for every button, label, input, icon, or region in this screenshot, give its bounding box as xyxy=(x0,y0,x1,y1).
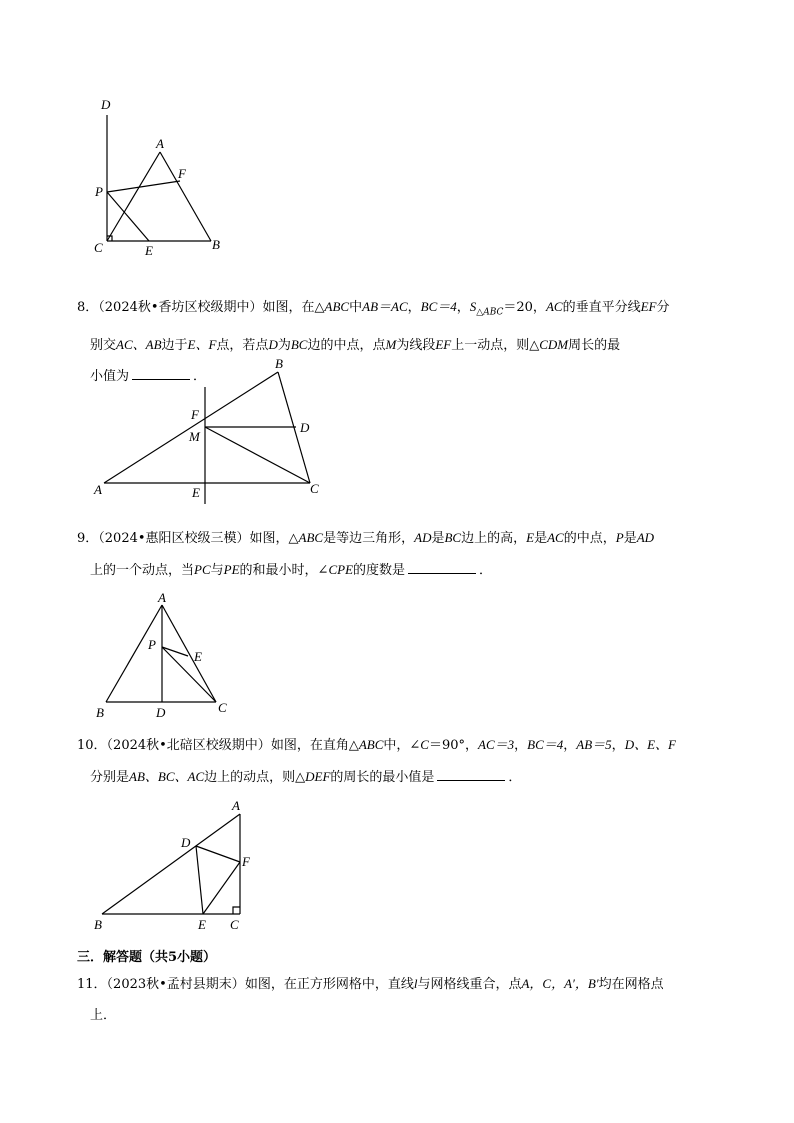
label-C: C xyxy=(310,481,319,496)
label-D: D xyxy=(181,835,191,850)
label-P: P xyxy=(95,184,103,199)
label-F: F xyxy=(178,166,186,181)
label-D: D xyxy=(101,97,111,112)
label-A: A xyxy=(158,590,166,605)
label-E: E xyxy=(145,243,153,258)
label-E: E xyxy=(194,649,202,664)
question-8: 8．（2024秋•香坊区校级期中）如图，在△ABC中AB＝AC，BC＝4，$S_{\triangle ABC}=20$，AC的垂直平分线EF分 别交AC、AB边于E、F点，若点D为BC边的中点，点M为线段EF上一动点，则△CDM周长的最 小值为 ． xyxy=(77,299,670,384)
section-heading: 三．解答题（共5小题） xyxy=(77,950,217,965)
figure-q9 xyxy=(90,590,240,725)
label-C: C xyxy=(94,240,103,255)
label-E: E xyxy=(192,485,200,500)
label-B: B xyxy=(212,237,220,252)
question-10: 10．（2024秋•北碚区校级期中）如图，在直角△ABC中，∠C＝90°，AC＝3，BC＝4，AB＝5，D、E、F 分别是AB、BC、AC边上的动点，则△DEF的周长的最小值是 ． xyxy=(77,737,676,785)
label-F: F xyxy=(191,407,199,422)
question-9: 9．（2024•惠阳区校级三模）如图，△ABC是等边三角形，AD是BC边上的高，E是AC的中点，P是AD 上的一个动点，当PC与PE的和最小时，∠CPE的度数是 ． xyxy=(77,530,655,578)
label-C: C xyxy=(230,917,239,932)
label-A: A xyxy=(94,482,102,497)
label-D: D xyxy=(156,705,166,720)
answer-blank-9[interactable] xyxy=(408,559,476,574)
label-B: B xyxy=(275,356,283,371)
label-C: C xyxy=(218,700,227,715)
label-B: B xyxy=(96,705,104,720)
label-M: M xyxy=(189,429,200,444)
question-11: 11．（2023秋•孟村县期末）如图，在正方形网格中，直线l与网格线重合，点A，C，A′，B′均在网格点 上． xyxy=(77,976,664,1023)
figure-q10 xyxy=(90,798,260,936)
label-A: A xyxy=(232,798,240,813)
label-A: A xyxy=(156,136,164,151)
label-P: P xyxy=(148,637,156,652)
label-F: F xyxy=(242,854,250,869)
label-E: E xyxy=(198,917,206,932)
answer-blank-10[interactable] xyxy=(437,766,505,781)
label-D: D xyxy=(300,420,310,435)
figure-q7 xyxy=(85,95,235,260)
label-B: B xyxy=(94,917,102,932)
figure-q8 xyxy=(90,352,330,507)
